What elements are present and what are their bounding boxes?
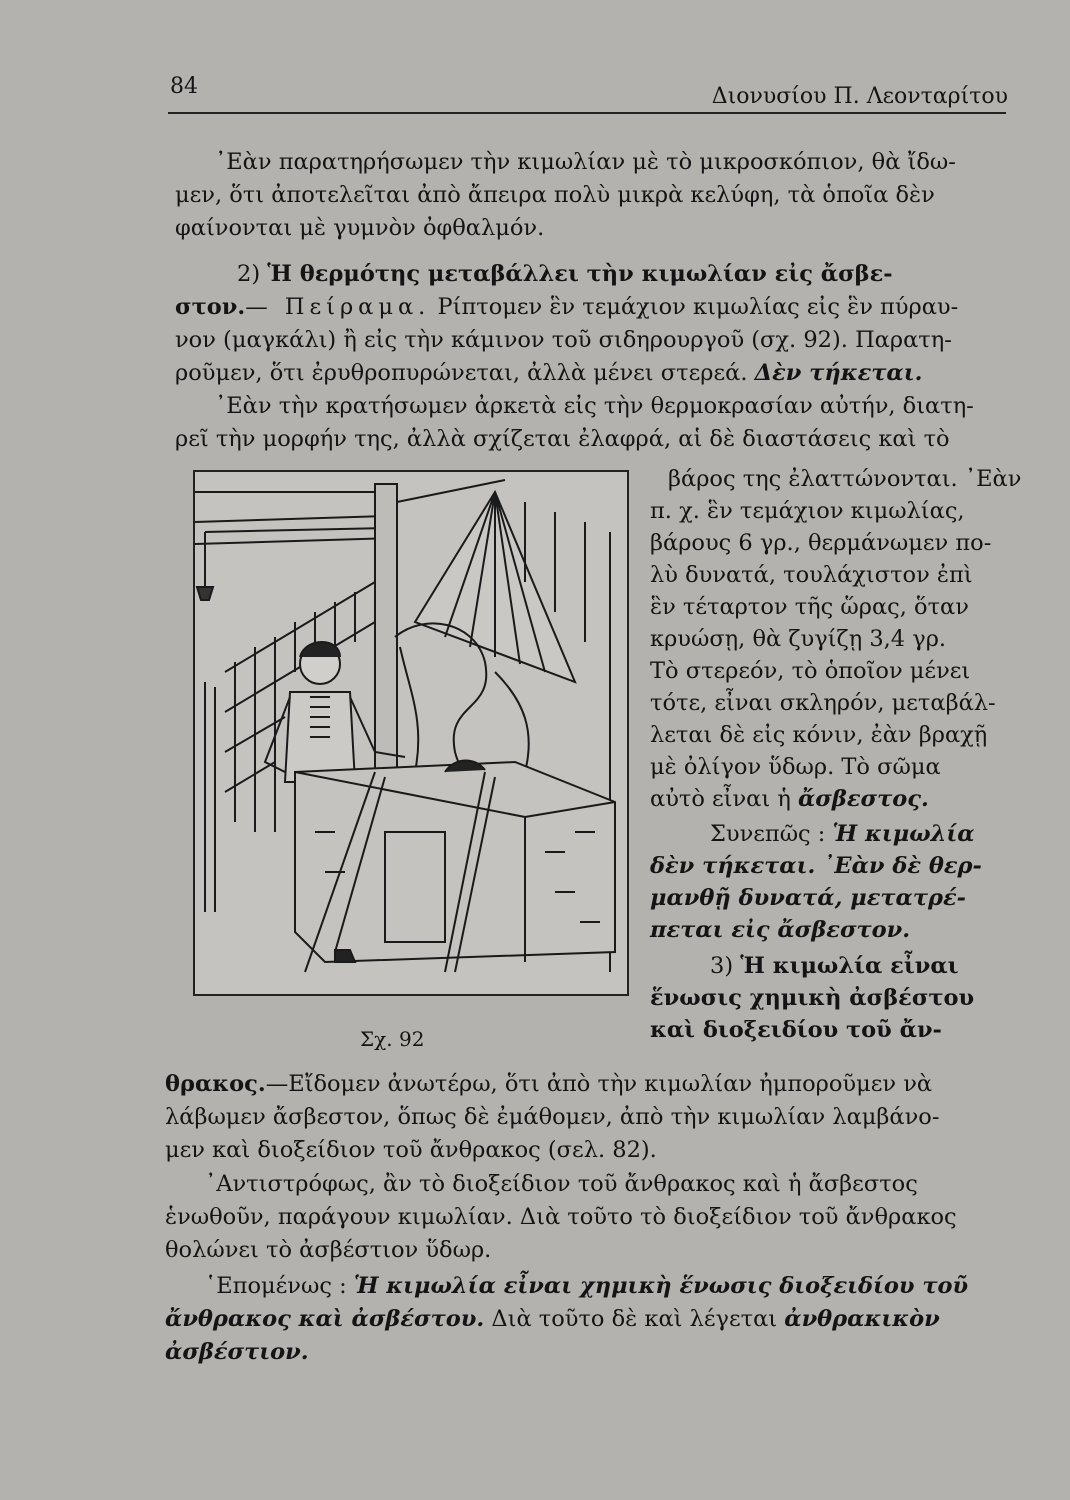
- conclusion-line: μανθῇ δυνατά, μετατρέ-: [650, 885, 966, 911]
- side-column: [640, 463, 1020, 1046]
- conclusion-label: Συνεπῶς :: [710, 821, 826, 847]
- text-line: π. χ. ἓν τεμάχιον κιμωλίας,: [650, 498, 965, 524]
- figure-forge-illustration: [193, 470, 629, 996]
- conclusion-label: ῾Επομένως :: [205, 1273, 347, 1299]
- running-header-author: Διονυσίου Π. Λεονταρίτου: [711, 84, 1008, 109]
- text-line: μὲ ὀλίγον ὕδωρ. Τὸ σῶμα: [650, 754, 941, 780]
- text-line: λάβωμεν ἄσβεστον, ὅπως δὲ ἐμάθομεν, ἀπὸ τὴν κιμωλίαν λαμβάνο-: [165, 1104, 940, 1130]
- section-2: [175, 258, 1015, 390]
- section-number: 3): [710, 953, 734, 979]
- text-run: Ρίπτομεν ἓν τεμάχιον κιμωλίας εἰς ἓν πύραυ-: [430, 294, 959, 320]
- text-line: [175, 291, 1015, 324]
- text-run: Διὰ τοῦτο δὲ καὶ λέγεται: [484, 1306, 778, 1332]
- section-3-body: [165, 1068, 1005, 1167]
- conclusion-line: πεται εἰς ἄσβεστον.: [650, 917, 911, 943]
- emphasis-text: ἄνθρακος καὶ ἀσβέστου.: [165, 1306, 485, 1332]
- page-number: 84: [170, 74, 198, 99]
- text-line: ᾿Εὰν παρατηρήσωμεν τὴν κιμωλίαν μὲ τὸ μικροσκόπιον, θὰ ἴδω-: [215, 149, 956, 175]
- text-run: —Εἴδομεν ἀνωτέρω, ὅτι ἀπὸ τὴν κιμωλίαν ἠμποροῦμεν νὰ: [265, 1071, 933, 1097]
- text-line: μεν καὶ διοξείδιον τοῦ ἄνθρακος (σελ. 82).: [165, 1137, 657, 1163]
- text-line: ᾿Αντιστρόφως, ἂν τὸ διοξείδιον τοῦ ἄνθρακος καὶ ἡ ἄσβεστος: [205, 1171, 918, 1197]
- emphasis-text: Δὲν τήκεται.: [754, 360, 923, 386]
- text-run: αὐτὸ εἶναι ἡ: [650, 786, 798, 812]
- forge-drawing: [195, 472, 627, 994]
- experiment-label: — Πείραμα.: [245, 294, 431, 320]
- text-line: ρεῖ τὴν μορφήν της, ἀλλὰ σχίζεται ἐλαφρά, αἱ δὲ διαστάσεις καὶ τὸ: [175, 426, 950, 452]
- text-line: βάρος της ἐλαττώνονται. ᾿Εὰν: [668, 466, 1022, 492]
- section-number: 2): [237, 261, 261, 287]
- section-3-heading-line: [640, 950, 1020, 982]
- text-line: ἀσβέστιον.: [165, 1339, 309, 1365]
- emphasis-text: Ἡ κιμωλία εἶναι χημικὴ ἕνωσις διοξειδίου τοῦ: [353, 1273, 969, 1299]
- text-line: ᾿Εὰν τὴν κρατήσωμεν ἀρκετὰ εἰς τὴν θερμοκρασίαν αὐτήν, διατη-: [215, 393, 974, 419]
- emphasis-text: ἀνθρακικὸν: [784, 1306, 940, 1332]
- section-2-heading-line: [175, 258, 1015, 291]
- text-line: [165, 1270, 1005, 1303]
- text-line: τότε, εἶναι σκληρόν, μεταβάλ-: [650, 690, 996, 716]
- text-line: ἑνωθοῦν, παράγουν κιμωλίαν. Διὰ τοῦτο τὸ διοξείδιον τοῦ ἄνθρακος: [165, 1204, 957, 1230]
- text-line: [165, 1068, 1005, 1101]
- section-heading: Ἡ κιμωλία εἶναι: [740, 953, 959, 979]
- section-heading-end: θρακος.: [165, 1071, 266, 1097]
- paragraph-heating: [175, 390, 1015, 456]
- emphasis-text: Ἡ κιμωλία: [832, 821, 975, 847]
- text-line: φαίνονται μὲ γυμνὸν ὀφθαλμόν.: [175, 215, 545, 241]
- section-heading: ἕνωσις χημικὴ ἀσβέστου: [650, 985, 975, 1011]
- header-rule: [168, 112, 1006, 114]
- text-line: θολώνει τὸ ἀσβέστιον ὕδωρ.: [165, 1237, 492, 1263]
- paragraph-microscope: [175, 146, 1015, 245]
- text-line: μεν, ὅτι ἀποτελεῖται ἀπὸ ἄπειρα πολὺ μικρὰ κελύφη, τὰ ὁποῖα δὲν: [175, 182, 935, 208]
- text-line: Τὸ στερεόν, τὸ ὁποῖον μένει: [650, 658, 971, 684]
- section-heading: καὶ διοξειδίου τοῦ ἄν-: [650, 1017, 942, 1043]
- text-line: βάρους 6 γρ., θερμάνωμεν πο-: [650, 530, 992, 556]
- text-line: κρυώσῃ, θὰ ζυγίζῃ 3,4 γρ.: [650, 626, 947, 652]
- text-line: λὺ δυνατά, τουλάχιστον ἐπὶ: [650, 562, 973, 588]
- text-line: ἓν τέταρτον τῆς ὥρας, ὅταν: [650, 594, 969, 620]
- text-line: [175, 357, 1015, 390]
- text-line: [640, 783, 1020, 815]
- section-heading-end: στον.: [175, 294, 246, 320]
- conclusion-line: δὲν τήκεται. ᾿Εὰν δὲ θερ-: [650, 853, 982, 879]
- section-heading: Ἡ θερμότης μεταβάλλει τὴν κιμωλίαν εἰς ἄσβε-: [267, 261, 893, 287]
- text-line: νον (μαγκάλι) ἢ εἰς τὴν κάμινον τοῦ σιδηρουργοῦ (σχ. 92). Παρατη-: [175, 327, 952, 353]
- conclusion-line: [640, 818, 1020, 850]
- text-line: [165, 1303, 1005, 1336]
- paragraph-reverse: [165, 1168, 1005, 1267]
- text-line: λεται δὲ εἰς κόνιν, ἐὰν βραχῇ: [650, 722, 988, 748]
- emphasis-text: ἄσβεστος.: [797, 786, 929, 812]
- final-conclusion: [165, 1270, 1005, 1369]
- figure-caption: Σχ. 92: [360, 1027, 425, 1051]
- text-run: ροῦμεν, ὅτι ἐρυθροπυρώνεται, ἀλλὰ μένει στερεά.: [175, 360, 748, 386]
